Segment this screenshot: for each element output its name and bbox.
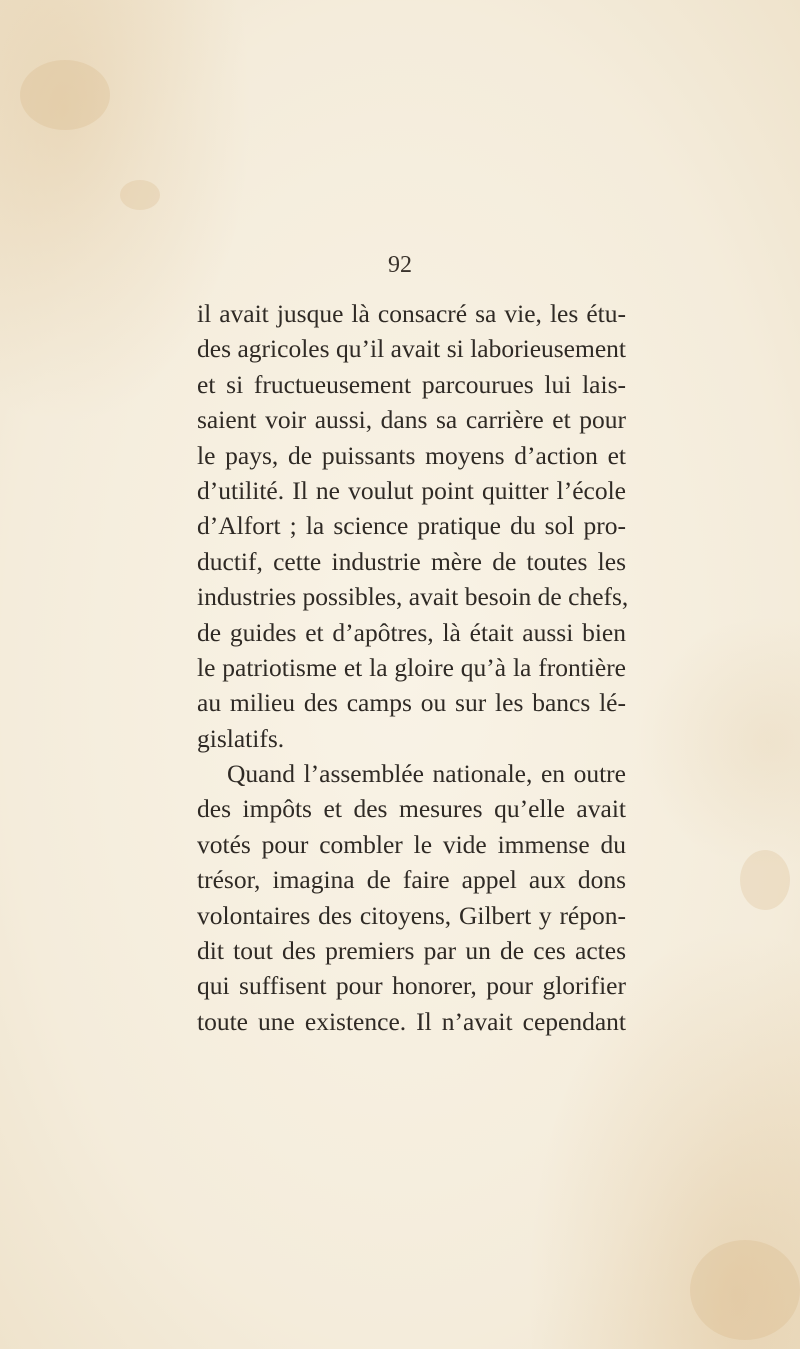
text-line: toute une existence. Il n’avait cependant — [197, 1006, 626, 1036]
text-line: saient voir aussi, dans sa carrière et pour — [197, 405, 626, 435]
text-line: votés pour combler le vide immense du — [197, 829, 626, 859]
text-line: le patriotisme et la gloire qu’à la frontière — [197, 652, 626, 682]
text-line: trésor, imagina de faire appel aux dons — [197, 865, 626, 895]
text-line: au milieu des camps ou sur les bancs lé- — [197, 688, 626, 718]
text-line: des agricoles qu’il avait si laborieusement — [197, 334, 626, 364]
paragraph-start-line: Quand l’assemblée nationale, en outre — [227, 759, 626, 789]
paper-stain — [120, 180, 160, 210]
paragraph-end-line: gislatifs. — [197, 723, 285, 753]
text-line: d’utilité. Il ne voulut point quitter l’école — [197, 475, 626, 505]
text-line: le pays, de puissants moyens d’action et — [197, 440, 626, 470]
text-line: qui suffisent pour honorer, pour glorifier — [197, 971, 626, 1001]
paper-stain — [20, 60, 110, 130]
text-line: d’Alfort ; la science pratique du sol pro- — [197, 511, 626, 541]
text-line: il avait jusque là consacré sa vie, les étu- — [197, 299, 626, 328]
paper-stain — [740, 850, 790, 910]
page-number: 92 — [388, 252, 412, 278]
text-line: de guides et d’apôtres, là était aussi bien — [197, 617, 626, 647]
paper-stain — [690, 1240, 800, 1340]
text-line: ductif, cette industrie mère de toutes les — [197, 546, 626, 576]
text-line: dit tout des premiers par un de ces actes — [197, 936, 626, 966]
text-line: industries possibles, avait besoin de chefs, — [197, 582, 629, 612]
body-text — [197, 296, 629, 1039]
text-line: volontaires des citoyens, Gilbert y répon- — [197, 900, 626, 930]
text-line: des impôts et des mesures qu’elle avait — [197, 794, 626, 824]
text-line: et si fructueusement parcourues lui lais- — [197, 369, 626, 399]
